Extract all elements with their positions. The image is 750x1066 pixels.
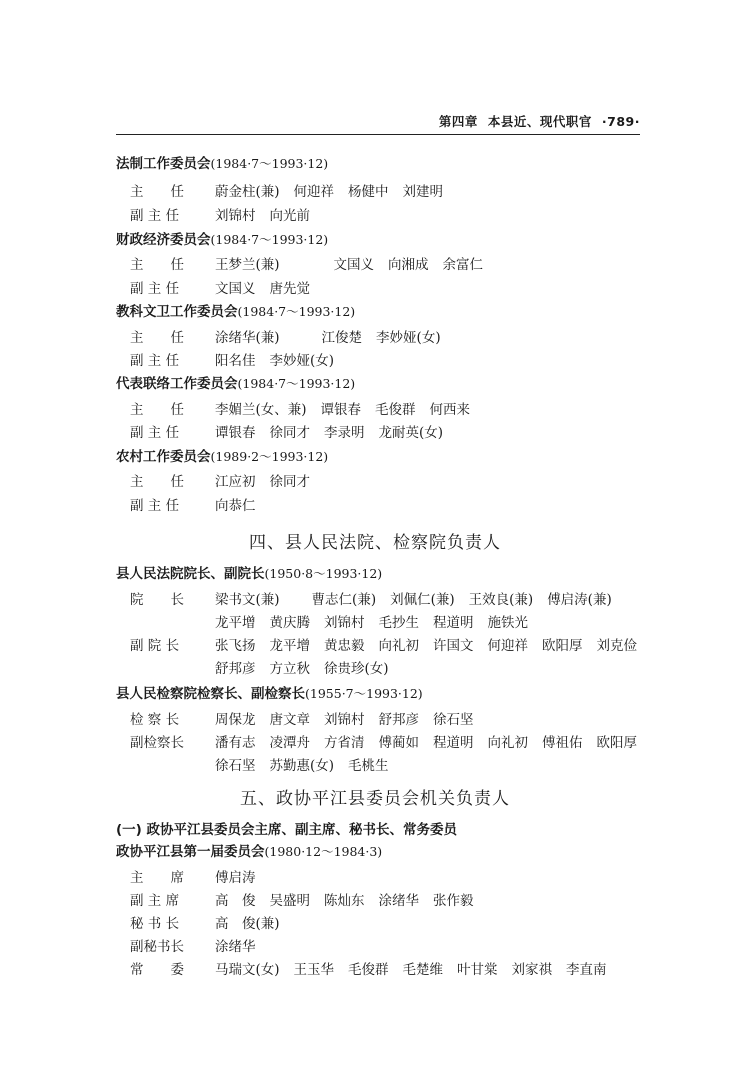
name-list: 谭银春 徐同才 李录明 龙耐英(女) [215,425,444,441]
name-list: 马瑞文(女) 王玉华 毛俊群 毛楚维 叶甘棠 刘家祺 李直南 [215,962,607,978]
role-label: 主 任 [130,257,184,273]
procuratorate-heading: 县人民检察院检察长、副检察长(1955·7～1993·12) [116,686,423,702]
section-title: 四、县人民法院、检察院负责人 [249,533,501,553]
committee-heading: 农村工作委员会(1989·2～1993·12) [116,449,329,465]
subsection-heading: (一) 政协平江县委员会主席、副主席、秘书长、常务委员 [116,822,458,838]
role-label: 秘 书 长 [130,916,180,932]
role-label: 副 主 任 [130,353,180,369]
name-list: 刘锦村 向光前 [215,208,310,224]
role-label: 副 院 长 [130,638,180,654]
name-list: 涂绪华(兼) 江俊楚 李妙娅(女) [215,330,441,346]
name-list: 张飞扬 龙平增 黄忠毅 向礼初 许国文 何迎祥 欧阳厚 刘克俭 [215,638,637,654]
name-list: 蔚金柱(兼) 何迎祥 杨健中 刘建明 [215,184,444,200]
role-label: 副秘书长 [130,939,184,955]
role-label: 主 任 [130,184,184,200]
role-label: 主 任 [130,474,184,490]
name-list: 龙平增 黄庆腾 刘锦村 毛抄生 程道明 施铁光 [215,615,528,631]
role-label: 主 席 [130,870,184,886]
term-heading: 政协平江县第一届委员会(1980·12～1984·3) [116,844,383,860]
court-heading: 县人民法院院长、副院长(1950·8～1993·12) [116,566,383,582]
name-list: 梁书文(兼) 曹志仁(兼) 刘佩仁(兼) 王效良(兼) 傅启涛(兼) [215,592,612,608]
name-list: 文国义 唐先觉 [215,281,310,297]
name-list: 向恭仁 [215,498,256,514]
role-label: 副检察长 [130,735,184,751]
name-list: 涂绪华 [215,939,256,955]
role-label: 副 主 任 [130,498,180,514]
running-header [116,112,640,135]
role-label: 主 任 [130,330,184,346]
name-list: 潘有志 凌潭舟 方省清 傅蔺如 程道明 向礼初 傅祖佑 欧阳厚 [215,735,637,751]
role-label: 副 主 任 [130,425,180,441]
name-list: 周保龙 唐文章 刘锦村 舒邦彦 徐石坚 [215,712,474,728]
committee-heading: 代表联络工作委员会(1984·7～1993·12) [116,376,356,392]
name-list: 江应初 徐同才 [215,474,310,490]
name-list: 阳名佳 李妙娅(女) [215,353,335,369]
name-list: 高 俊 吴盛明 陈灿东 涂绪华 张作毅 [215,893,474,909]
role-label: 主 任 [130,402,184,418]
role-label: 副 主 任 [130,281,180,297]
section-title: 五、政协平江县委员会机关负责人 [240,789,510,809]
name-list: 高 俊(兼) [215,916,280,932]
committee-heading: 财政经济委员会(1984·7～1993·12) [116,232,329,248]
name-list: 李媚兰(女、兼) 谭银春 毛俊群 何西来 [215,402,471,418]
committee-heading: 法制工作委员会(1984·7～1993·12) [116,156,329,172]
name-list: 傅启涛 [215,870,256,886]
role-label: 常 委 [130,962,184,978]
page-number: ·789· [601,114,640,129]
committee-heading: 教科文卫工作委员会(1984·7～1993·12) [116,304,356,320]
name-list: 王梦兰(兼) 文国义 向湘成 余富仁 [215,257,484,273]
name-list: 舒邦彦 方立秋 徐贵珍(女) [215,661,389,677]
role-label: 副 主 任 [130,208,180,224]
chapter-label: 第四章 [438,114,478,129]
name-list: 徐石坚 苏勤惠(女) 毛桃生 [215,758,389,774]
role-label: 院 长 [130,592,184,608]
role-label: 副 主 席 [130,893,180,909]
chapter-title: 本县近、现代职官 [487,114,592,129]
role-label: 检 察 长 [130,712,180,728]
